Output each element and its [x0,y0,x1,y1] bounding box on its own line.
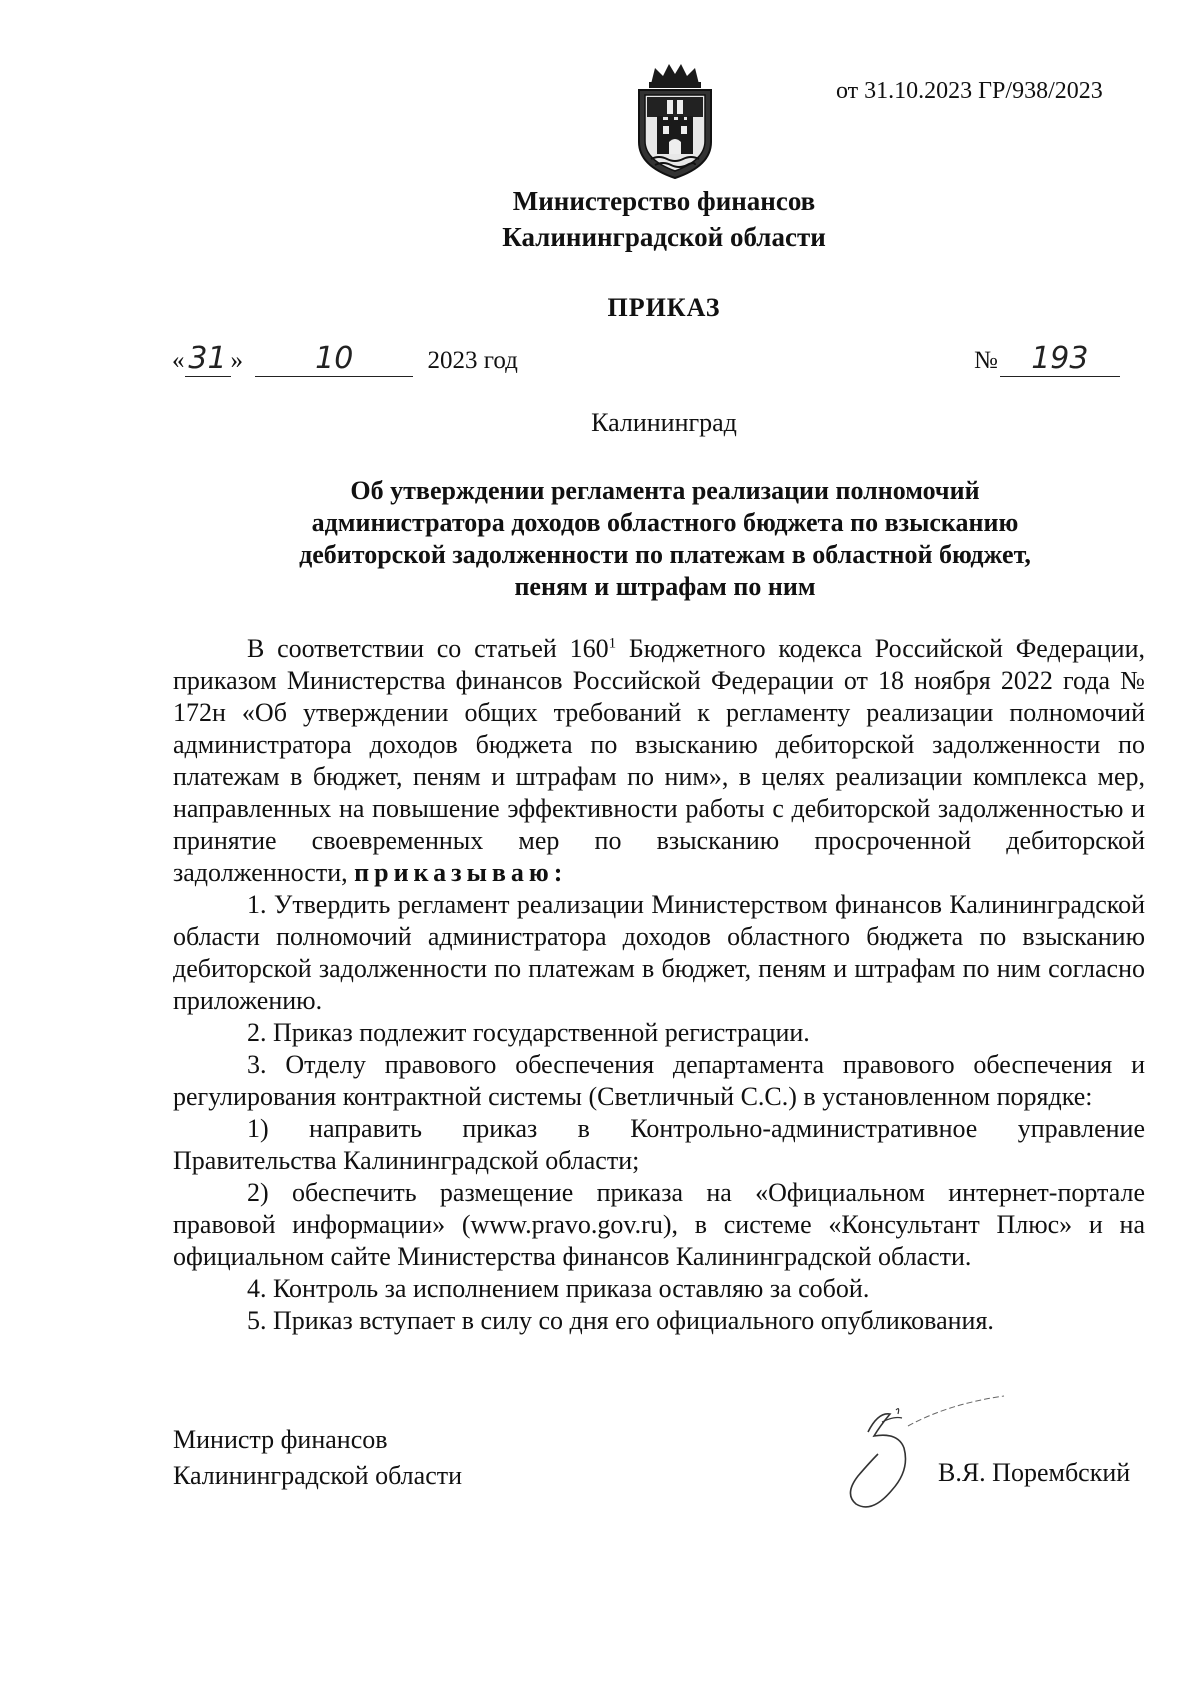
signatory-position [173,1422,462,1494]
handwritten-day: 31 [188,341,227,376]
item-2: 2. Приказ подлежит государственной регистрации. [247,1018,810,1047]
order-body [173,633,1145,1337]
year-text: 2023 год [427,347,518,374]
article-superscript: 1 [608,635,617,652]
order-subject [230,475,1100,603]
city: Калининград [591,408,737,437]
ministry-line-1: Министерство финансов [512,186,816,216]
signatory-position-line-1: Министр финансов [173,1425,388,1454]
handwritten-month: 10 [315,341,354,376]
item-1: 1. Утвердить регламент реализации Министерством финансов Калининградской области полномочий администратора доходов областного бюджета по взысканию дебиторской задолженности по платежам в бюджет, пеням и штрафам по ним согласно приложению. [173,890,1145,1015]
order-word: приказываю: [354,858,568,887]
item-3-2: 2) обеспечить размещение приказа на «Официальном интернет-портале правовой информации» (www.pravo.gov.ru), в системе «Консультант Плюс» и на официальном сайте Министерства финансов Калининградской области. [173,1178,1145,1271]
ministry-line-2: Калининградской области [502,222,826,252]
handwritten-signature [808,1392,1008,1522]
item-4: 4. Контроль за исполнением приказа оставляю за собой. [247,1274,870,1303]
preamble-part-1: В соответствии со статьей 160 [247,634,609,663]
kaliningrad-coat-of-arms-icon [629,62,721,180]
document-type: ПРИКАЗ [607,293,721,322]
open-quote: « [172,347,185,374]
subject-line-4: пеням и штрафам по ним [514,572,816,601]
subject-line-1: Об утверждении регламента реализации полномочий [350,476,980,505]
handwritten-number: 193 [1031,341,1089,376]
subject-line-2: администратора доходов областного бюджета по взысканию [311,508,1019,537]
order-number [974,341,1120,377]
item-5: 5. Приказ вступает в силу со дня его официального опубликования. [247,1306,994,1335]
signatory-name: В.Я. Порембский [938,1458,1131,1487]
close-quote: » [230,347,243,374]
registration-number: от 31.10.2023 ГР/938/2023 [836,78,1103,104]
order-dateline [172,341,518,377]
ministry-name [0,183,1200,255]
preamble-paragraph [173,633,1145,889]
item-3: 3. Отделу правового обеспечения департамента правового обеспечения и регулирования контрактной системы (Светличный С.С.) в установленном порядке: [173,1050,1145,1111]
signatory-position-line-2: Калининградской области [173,1461,463,1490]
preamble-part-2: Бюджетного кодекса Российской Федерации, приказом Министерства финансов Российской Федерации от 18 ноября 2022 года № 172н «Об утверждении общих требований к регламенту реализации полномочий администратора доходов бюджета по взысканию дебиторской задолженности по платежам в бюджет, пеням и штрафам по ним», в целях реализации комплекса мер, направленных на повышение эффективности работы с дебиторской задолженностью и принятие своевременных мер по взысканию просроченной дебиторской задолженности, [173,634,1145,887]
subject-line-3: дебиторской задолженности по платежам в областной бюджет, [299,540,1031,569]
number-label: № [974,347,998,374]
item-3-1: 1) направить приказ в Контрольно-административное управление Правительства Калининградской области; [173,1114,1145,1175]
